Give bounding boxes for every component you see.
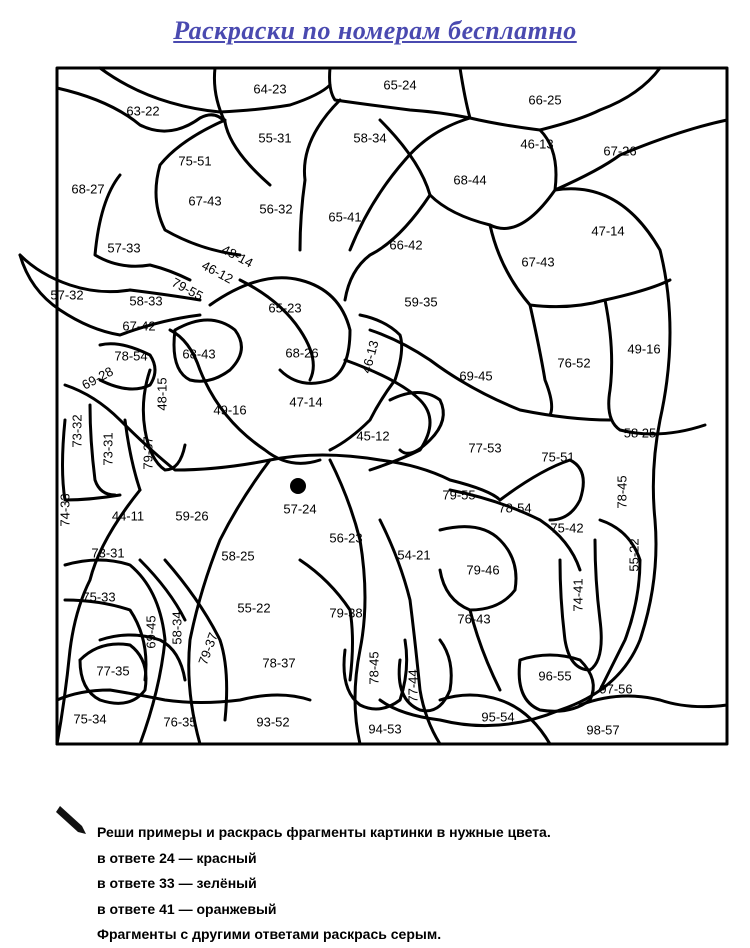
cell-label: 65-23 [268,300,302,316]
cell-label: 69-45 [459,368,493,384]
cell-label: 67-42 [122,318,156,334]
instruction-line: в ответе 41 — оранжевый [97,900,277,917]
cell-label: 75-51 [541,449,575,465]
cell-label: 55-22 [626,538,642,572]
cell-label: 79-37 [140,436,156,470]
cell-label: 56-23 [329,530,363,546]
outline-path [240,280,313,380]
cell-label: 55-22 [237,600,271,616]
outline-path [490,225,670,307]
instruction-line: в ответе 33 — зелёный [97,875,257,891]
cell-label: 47-14 [591,223,625,239]
cell-label: 69-45 [143,615,159,649]
cell-label: 75-51 [178,153,212,169]
cell-label: 75-42 [550,520,584,536]
cell-label: 74-33 [57,493,73,527]
instructions-block [97,820,717,948]
cell-label: 79-38 [329,605,363,621]
cell-label: 79-55 [169,274,206,304]
cell-label: 69-28 [79,363,116,393]
cell-label: 68-26 [285,345,319,361]
cell-label: 73-31 [91,545,125,561]
cell-label: 66-42 [389,237,423,253]
cell-label: 68-44 [453,172,487,188]
cell-label: 93-52 [256,714,290,730]
cell-label: 64-23 [253,81,287,97]
cell-label: 46-13 [520,136,554,152]
cell-label: 58-33 [129,293,163,309]
cell-label: 74-41 [570,578,586,612]
cell-label: 98-57 [586,722,620,738]
cell-label: 66-25 [528,92,562,108]
cell-label: 77-44 [405,669,421,703]
cell-label: 58 25 [623,425,657,441]
cell-label: 44-11 [111,508,145,524]
outline-path [345,360,430,470]
cell-label: 73-31 [100,432,116,466]
cell-label: 58-34 [169,611,185,645]
cell-label: 57-24 [283,501,317,517]
cell-label: 56-32 [259,201,293,217]
cell-label: 78-45 [614,475,630,509]
cell-label: 55-31 [258,130,292,146]
page-title-link[interactable]: Раскраски по номерам бесплатно [173,16,577,45]
cell-label: 46-12 [199,257,236,287]
cell-label: 75-33 [82,589,116,605]
cell-label: 67-43 [188,193,222,209]
cell-label: 59-35 [404,294,438,310]
cell-label: 57-33 [107,240,141,256]
cell-label: 46-13 [358,338,382,375]
outline-path [95,175,190,280]
cell-label: 58-25 [221,548,255,564]
outline-path [330,460,365,744]
cell-label: 77-35 [96,663,130,679]
cell-label: 75-34 [73,711,107,727]
cell-label: 49-16 [213,402,247,418]
outline-path [530,305,552,415]
cell-label: 77-53 [468,440,502,456]
outline-path [140,560,185,620]
cell-label: 67-43 [521,254,555,270]
cell-label: 79-46 [466,562,500,578]
outline-path [300,100,340,250]
outline-path [390,393,443,454]
cell-label: 65-41 [328,209,362,225]
cell-label: 63-22 [126,103,160,119]
cell-label: 45-12 [356,428,390,444]
cell-label: 47-14 [289,394,323,410]
instruction-line: Реши примеры и раскрась фрагменты картинки в нужные цвета. [97,824,551,840]
cell-label: 78-45 [366,651,382,685]
cell-label: 58-34 [353,130,387,146]
outline-path [605,300,705,434]
cell-label: 78-54 [498,500,532,516]
outline-path [156,120,240,255]
cell-label: 78-54 [114,348,148,364]
elephant-eye [290,478,306,494]
cell-label: 76-35 [163,714,197,730]
cell-label: 57-32 [50,287,84,303]
picture-outline [20,68,727,744]
cell-label: 79-55 [442,487,476,503]
cell-label: 48-14 [219,241,256,271]
cell-label: 49-16 [627,341,661,357]
instruction-line: в ответе 24 — красный [97,849,257,866]
cell-label: 76-52 [557,355,591,371]
instruction-line: Фрагменты с другими ответами раскрась серым. [97,926,442,942]
cell-label: 68-43 [182,346,216,362]
pencil-icon [52,800,92,840]
cell-label: 95-54 [481,709,515,725]
outline-path [57,490,140,744]
cell-label: 48-15 [154,377,170,411]
cell-label: 73-32 [69,414,85,448]
cell-label: 68-27 [71,181,105,197]
cell-label: 54-21 [397,547,431,563]
cell-label: 97-56 [599,681,633,697]
cell-label: 67-26 [603,143,637,159]
cell-label: 78-37 [262,655,296,671]
cell-label: 96-55 [538,668,572,684]
cell-label: 94-53 [368,721,402,737]
outline-path [330,68,470,118]
cell-label: 79-37 [195,630,221,667]
cell-label: 76-43 [457,611,491,627]
outline-path [580,696,727,707]
cell-label: 59-26 [175,508,209,524]
cell-label: 65-24 [383,77,417,93]
